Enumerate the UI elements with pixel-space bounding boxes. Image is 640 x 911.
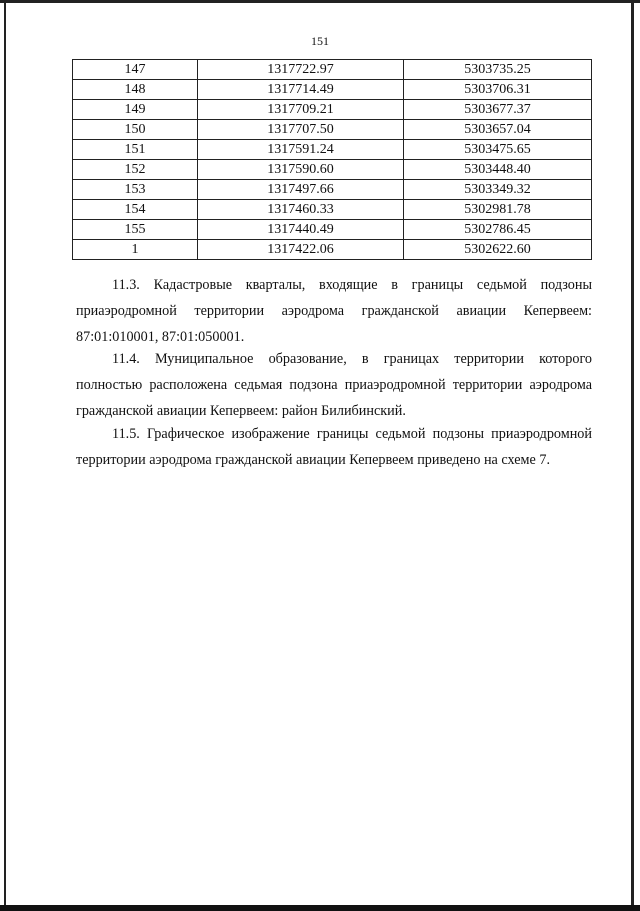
table-row [73,220,592,240]
point-number-cell: 150 [73,120,198,140]
table-row [73,120,592,140]
x-coordinate-cell: 1317714.49 [198,80,404,100]
point-number-cell: 1 [73,240,198,260]
y-coordinate-cell: 5302786.45 [404,220,592,240]
point-number-cell: 155 [73,220,198,240]
point-number-cell: 147 [73,60,198,80]
y-coordinate-cell: 5303475.65 [404,140,592,160]
table-row [73,240,592,260]
table-row [73,180,592,200]
paragraph-11-3 [76,272,592,350]
paragraph-text: 11.4. Муниципальное образование, в границах территории которого полностью расположена седьмая подзона приаэродромной территории аэродрома гражданской авиации Кепервеем: район Билибинский. [76,351,592,419]
table-row [73,160,592,180]
table-row [73,140,592,160]
x-coordinate-cell: 1317722.97 [198,60,404,80]
y-coordinate-cell: 5303448.40 [404,160,592,180]
point-number-cell: 153 [73,180,198,200]
y-coordinate-cell: 5302622.60 [404,240,592,260]
paragraph-text: 11.5. Графическое изображение границы седьмой подзоны приаэродромной территории аэродрома гражданской авиации Кепервеем приведено на схеме 7. [76,426,592,468]
x-coordinate-cell: 1317709.21 [198,100,404,120]
point-number-cell: 151 [73,140,198,160]
point-number-cell: 148 [73,80,198,100]
point-number-cell: 152 [73,160,198,180]
x-coordinate-cell: 1317440.49 [198,220,404,240]
scan-edge-bottom [0,905,640,911]
y-coordinate-cell: 5303657.04 [404,120,592,140]
paragraph-11-5 [76,421,592,473]
y-coordinate-cell: 5303349.32 [404,180,592,200]
y-coordinate-cell: 5303735.25 [404,60,592,80]
table-row [73,80,592,100]
point-number-cell: 149 [73,100,198,120]
y-coordinate-cell: 5302981.78 [404,200,592,220]
point-number-cell: 154 [73,200,198,220]
x-coordinate-cell: 1317497.66 [198,180,404,200]
table-row [73,200,592,220]
y-coordinate-cell: 5303706.31 [404,80,592,100]
y-coordinate-cell: 5303677.37 [404,100,592,120]
x-coordinate-cell: 1317591.24 [198,140,404,160]
table-row [73,60,592,80]
x-coordinate-cell: 1317460.33 [198,200,404,220]
x-coordinate-cell: 1317590.60 [198,160,404,180]
coordinates-table [72,59,592,260]
page-number: 151 [311,34,329,48]
x-coordinate-cell: 1317707.50 [198,120,404,140]
paragraph-11-4 [76,346,592,424]
table-row [73,100,592,120]
paragraph-text: 11.3. Кадастровые кварталы, входящие в границы седьмой подзоны приаэродромной территории аэродрома гражданской авиации Кепервеем: 87:01:010001, 87:01:050001. [76,277,592,345]
x-coordinate-cell: 1317422.06 [198,240,404,260]
